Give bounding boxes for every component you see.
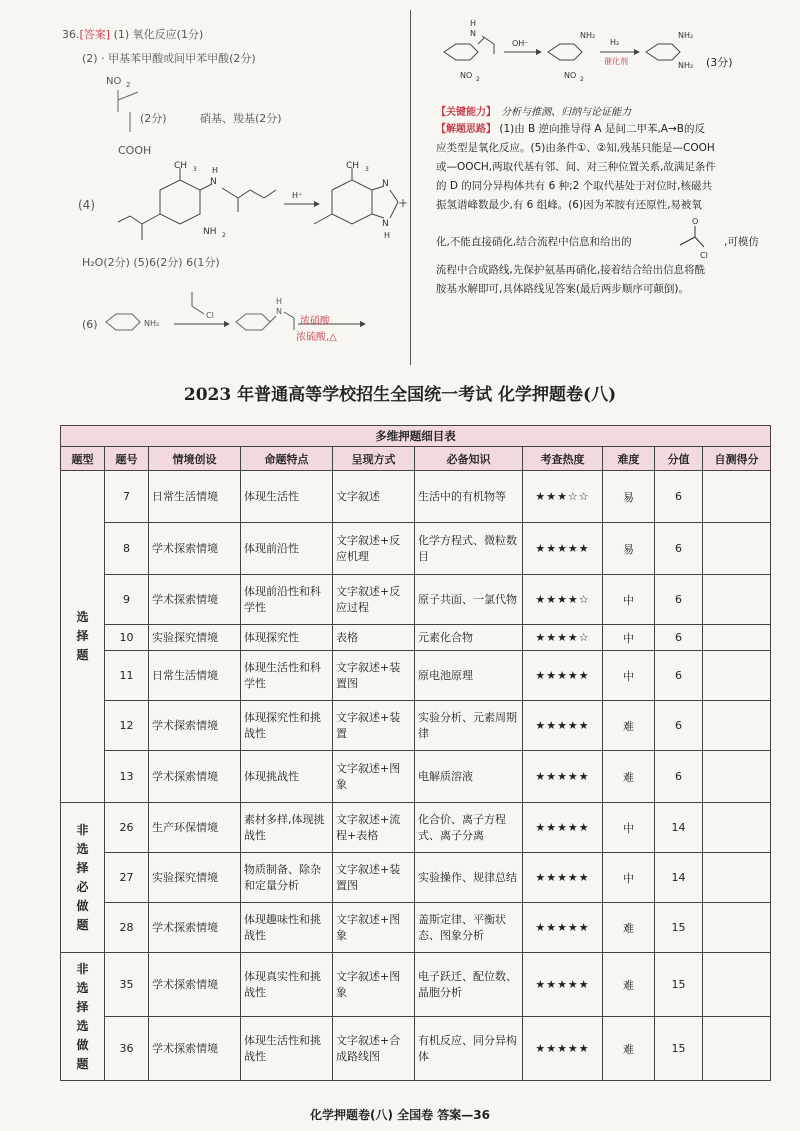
oh-reagent: OH⁻	[512, 39, 529, 48]
feature-cell: 素材多样,体现挑战性	[241, 803, 333, 853]
h2-reagent: H₂	[610, 38, 620, 47]
question-type-char: 题	[76, 917, 89, 932]
feature-cell: 物质制备、除杂和定量分析	[241, 853, 333, 903]
knowledge-cell: 实验分析、元素周期律	[415, 701, 523, 751]
table-row	[61, 803, 771, 853]
scene-cell: 学术探索情境	[149, 1017, 241, 1081]
no2-r1: NO	[564, 71, 577, 80]
question-number: 27	[105, 853, 149, 903]
reduction-scheme	[430, 12, 730, 90]
question-type-cell	[61, 953, 105, 1081]
heat-stars: ★★★★★	[523, 751, 603, 803]
header-no: 题号	[105, 447, 149, 471]
question-number: 11	[105, 651, 149, 701]
question-type-char: 题	[76, 1056, 89, 1071]
question-number: 8	[105, 523, 149, 575]
n-label-r: N	[470, 29, 476, 38]
question-type-char: 必	[76, 879, 89, 894]
column-divider	[410, 10, 411, 365]
feature-cell: 体现生活性	[241, 471, 333, 523]
reagent-top: 浓硝酸	[300, 316, 330, 327]
form-cell: 文字叙述+装置	[333, 701, 415, 751]
form-cell: 文字叙述+装置图	[333, 853, 415, 903]
benzimidazole-ring	[332, 180, 372, 224]
h-label-3: H	[276, 297, 283, 306]
table-row	[61, 701, 771, 751]
heat-stars: ★★★★★	[523, 523, 603, 575]
knowledge-cell: 电解质溶液	[415, 751, 523, 803]
acetanilide-ring	[236, 314, 270, 330]
difficulty-cell: 中	[603, 575, 655, 625]
question-number: 10	[105, 625, 149, 651]
reaction-4-scheme	[100, 160, 410, 260]
question-type-char: 题	[76, 648, 89, 662]
knowledge-cell: 化学方程式、微粒数目	[415, 523, 523, 575]
question-number: 26	[105, 803, 149, 853]
difficulty-cell: 中	[603, 853, 655, 903]
scene-cell: 实验探究情境	[149, 625, 241, 651]
key-ability	[436, 100, 631, 119]
no2-sub: 2	[126, 81, 131, 89]
question-number: 9	[105, 575, 149, 625]
cl-label-r: Cl	[700, 251, 708, 260]
form-cell: 文字叙述+图象	[333, 953, 415, 1017]
solution-idea	[436, 120, 776, 299]
feature-cell: 体现前沿性	[241, 523, 333, 575]
ch3-sub-2: 3	[365, 166, 369, 173]
detail-table	[60, 425, 771, 1081]
difficulty-cell: 中	[603, 651, 655, 701]
h-label-r: H	[470, 19, 477, 28]
reagent-bottom: 浓硫酸,△	[296, 332, 337, 343]
question-type-cell	[61, 471, 105, 803]
difficulty-cell: 中	[603, 803, 655, 853]
scene-cell: 学术探索情境	[149, 575, 241, 625]
self-score-cell[interactable]	[703, 751, 771, 803]
no2-label-r: NO	[460, 71, 473, 80]
question-number: 35	[105, 953, 149, 1017]
cooh-label: COOH	[118, 144, 152, 157]
self-score-cell[interactable]	[703, 1017, 771, 1081]
feature-cell: 体现趣味性和挑战性	[241, 903, 333, 953]
q4-label: (4)	[78, 198, 95, 212]
question-type-char: 选	[76, 610, 89, 624]
header-type: 题型	[61, 447, 105, 471]
header-form: 呈现方式	[333, 447, 415, 471]
knowledge-cell: 原电池原理	[415, 651, 523, 701]
idea-line-8: 胺基水解即可,具体路线见答案(最后两步顺序可颠倒)。	[436, 283, 690, 295]
feature-cell: 体现前沿性和科学性	[241, 575, 333, 625]
score-cell: 15	[655, 953, 703, 1017]
feature-cell: 体现挑战性	[241, 751, 333, 803]
nh2-label: NH	[203, 227, 217, 237]
question-type-char: 非	[76, 961, 89, 976]
idea-line-6: 化,不能直接硝化,结合流程中信息和给出的 O Cl ,可模仿	[436, 217, 759, 260]
feature-cell: 体现真实性和挑战性	[241, 953, 333, 1017]
self-score-cell[interactable]	[703, 651, 771, 701]
header-scene: 情境创设	[149, 447, 241, 471]
ch3-label-2: CH	[346, 161, 360, 171]
idea-line-1: 【解题思路】 (1)由 B 逆向推导得 A 是间二甲苯,A→B的反	[436, 123, 705, 135]
knowledge-cell: 化合价、离子方程式、离子分离	[415, 803, 523, 853]
knowledge-cell: 盖斯定律、平衡状态、图象分析	[415, 903, 523, 953]
table-row	[61, 1017, 771, 1081]
heat-stars: ★★★☆☆	[523, 471, 603, 523]
heat-stars: ★★★★☆	[523, 625, 603, 651]
self-score-cell[interactable]	[703, 953, 771, 1017]
q6-label: (6)	[82, 318, 98, 331]
question-type-char: 非	[76, 822, 89, 837]
nh2-r1: NH₂	[580, 31, 596, 40]
table-row	[61, 903, 771, 953]
answer-line-5: H₂O(2分) (5)6(2分) 6(1分)	[82, 256, 220, 269]
n-label-2: N	[382, 179, 389, 189]
score-cell: 14	[655, 853, 703, 903]
question-type-char: 做	[76, 898, 89, 913]
h-plus-reagent: H⁺	[292, 191, 303, 200]
difficulty-cell: 易	[603, 471, 655, 523]
ch3-sub: 3	[193, 166, 197, 173]
form-cell: 文字叙述	[333, 471, 415, 523]
knowledge-cell: 电子跃迁、配位数、晶胞分析	[415, 953, 523, 1017]
heat-stars: ★★★★★	[523, 701, 603, 751]
h-label-2: H	[384, 231, 391, 240]
heat-stars: ★★★★☆	[523, 575, 603, 625]
nh2-r3: NH₂	[678, 61, 694, 70]
question-type-char: 择	[76, 860, 89, 875]
no2-label: NO	[106, 76, 122, 87]
scene-cell: 生产环保情境	[149, 803, 241, 853]
difficulty-cell: 难	[603, 903, 655, 953]
form-cell: 文字叙述+反应机理	[333, 523, 415, 575]
form-cell: 文字叙述+装置图	[333, 651, 415, 701]
table-row	[61, 471, 771, 523]
self-score-cell[interactable]	[703, 701, 771, 751]
form-cell: 文字叙述+反应过程	[333, 575, 415, 625]
score-cell: 6	[655, 701, 703, 751]
scene-cell: 学术探索情境	[149, 903, 241, 953]
question-number: 12	[105, 701, 149, 751]
nh2-r2: NH₂	[678, 31, 694, 40]
question-type-char: 选	[76, 1018, 89, 1033]
table-row	[61, 953, 771, 1017]
table-row	[61, 523, 771, 575]
n-label-1: N	[210, 177, 217, 187]
self-score-cell[interactable]	[703, 575, 771, 625]
header-difficulty: 难度	[603, 447, 655, 471]
feature-cell: 体现探究性	[241, 625, 333, 651]
score-cell: 14	[655, 803, 703, 853]
self-score-cell[interactable]	[703, 523, 771, 575]
heat-stars: ★★★★★	[523, 903, 603, 953]
aniline-ring	[106, 314, 140, 330]
scene-cell: 学术探索情境	[149, 523, 241, 575]
form-cell: 文字叙述+图象	[333, 903, 415, 953]
scene-cell: 日常生活情境	[149, 651, 241, 701]
groups-answer: 硝基、羧基(2分)	[200, 112, 282, 125]
knowledge-cell: 实验操作、规律总结	[415, 853, 523, 903]
n-label-4: N	[276, 307, 282, 316]
score-cell: 6	[655, 575, 703, 625]
question-type-char: 择	[76, 999, 89, 1014]
idea-line-2: 应类型是氧化反应。(5)由条件①、②知,残基只能是—COOH	[436, 142, 715, 154]
idea-line-3: 或—OOCH,两取代基有邻、间、对三种位置关系,故满足条件	[436, 161, 716, 173]
question-number: 28	[105, 903, 149, 953]
scene-cell: 实验探究情境	[149, 853, 241, 903]
question-type-char: 择	[76, 629, 89, 643]
idea-line-7: 流程中合成路线,先保护氨基再硝化,接着结合给出信息将酰	[436, 264, 706, 276]
key-text: 分析与推测、归纳与论证能力	[501, 107, 632, 118]
h-label-1: H	[212, 166, 219, 175]
form-cell: 表格	[333, 625, 415, 651]
form-cell: 文字叙述+流程+表格	[333, 803, 415, 853]
score-3: (3分)	[706, 56, 733, 69]
score-cell: 15	[655, 1017, 703, 1081]
difficulty-cell: 易	[603, 523, 655, 575]
difficulty-cell: 难	[603, 751, 655, 803]
ch3-label: CH	[174, 161, 188, 171]
acyl-chloride-structure	[676, 215, 720, 261]
table-header-row	[61, 447, 771, 471]
heat-stars: ★★★★★	[523, 853, 603, 903]
scene-cell: 日常生活情境	[149, 471, 241, 523]
table-row	[61, 751, 771, 803]
table-row	[61, 575, 771, 625]
difficulty-cell: 难	[603, 953, 655, 1017]
difficulty-cell: 难	[603, 701, 655, 751]
header-heat: 考查热度	[523, 447, 603, 471]
nh2-small-label: NH₂	[144, 319, 160, 328]
knowledge-cell: 有机反应、同分异构体	[415, 1017, 523, 1081]
score-cell: 6	[655, 751, 703, 803]
heat-stars: ★★★★★	[523, 803, 603, 853]
question-type-char: 做	[76, 1037, 89, 1052]
header-knowledge: 必备知识	[415, 447, 523, 471]
self-score-cell[interactable]	[703, 471, 771, 523]
form-cell: 文字叙述+图象	[333, 751, 415, 803]
page-footer: 化学押题卷(八) 全国卷 答案—36	[309, 1108, 491, 1122]
question-type-cell	[61, 803, 105, 953]
self-score-cell[interactable]	[703, 853, 771, 903]
difficulty-cell: 难	[603, 1017, 655, 1081]
question-number: 7	[105, 471, 149, 523]
heat-stars: ★★★★★	[523, 651, 603, 701]
knowledge-cell: 原子共面、一氯代物	[415, 575, 523, 625]
scene-cell: 学术探索情境	[149, 701, 241, 751]
header-score: 分值	[655, 447, 703, 471]
feature-cell: 体现生活性和科学性	[241, 651, 333, 701]
no2-sub-r: 2	[476, 76, 480, 83]
benzene-ring	[160, 180, 200, 224]
nh2-sub: 2	[222, 232, 226, 239]
o-label: O	[692, 217, 699, 226]
self-score-cell[interactable]	[703, 903, 771, 953]
heat-stars: ★★★★★	[523, 953, 603, 1017]
self-score-cell[interactable]	[703, 625, 771, 651]
plus-sign: +	[398, 196, 409, 210]
question-type-char: 选	[76, 841, 89, 856]
cl-label: Cl	[206, 311, 214, 320]
heat-stars: ★★★★★	[523, 1017, 603, 1081]
scene-cell: 学术探索情境	[149, 953, 241, 1017]
form-cell: 文字叙述+合成路线图	[333, 1017, 415, 1081]
catalyst-reagent: 催化剂	[604, 57, 628, 66]
score-cell: 15	[655, 903, 703, 953]
table-row	[61, 651, 771, 701]
score-groups: (2分)	[140, 112, 167, 125]
answer-line-1: 36.[答案] (1) 氧化反应(1分)	[62, 28, 204, 41]
self-score-cell[interactable]	[703, 803, 771, 853]
no2-sub-r1: 2	[580, 76, 584, 83]
score-cell: 6	[655, 651, 703, 701]
question-number: 13	[105, 751, 149, 803]
exam-title: 2023 年普通高等学校招生全国统一考试 化学押题卷(八)	[183, 385, 617, 405]
scene-cell: 学术探索情境	[149, 751, 241, 803]
table-row	[61, 625, 771, 651]
table-body	[61, 471, 771, 1081]
score-cell: 6	[655, 523, 703, 575]
answer-line-2: (2) · 甲基苯甲酸或间甲苯甲酸(2分)	[82, 52, 256, 65]
feature-cell: 体现探究性和挑战性	[241, 701, 333, 751]
question-number: 36	[105, 1017, 149, 1081]
score-cell: 6	[655, 625, 703, 651]
header-feature: 命题特点	[241, 447, 333, 471]
knowledge-cell: 生活中的有机物等	[415, 471, 523, 523]
idea-line-4: 的 D 的同分异构体共有 6 种;2 个取代基处于对位时,核磁共	[436, 180, 713, 192]
table-row	[61, 853, 771, 903]
n-label-3: N	[382, 219, 389, 229]
question-type-char: 选	[76, 980, 89, 995]
header-self-score: 自测得分	[703, 447, 771, 471]
idea-line-5: 振氢谱峰数最少,有 6 组峰。(6)因为苯胺有还原性,易被氧	[436, 199, 702, 211]
score-cell: 6	[655, 471, 703, 523]
feature-cell: 体现生活性和挑战性	[241, 1017, 333, 1081]
table-caption: 多维押题细目表	[61, 426, 771, 447]
difficulty-cell: 中	[603, 625, 655, 651]
knowledge-cell: 元素化合物	[415, 625, 523, 651]
key-tag: 【关键能力】	[436, 107, 496, 118]
